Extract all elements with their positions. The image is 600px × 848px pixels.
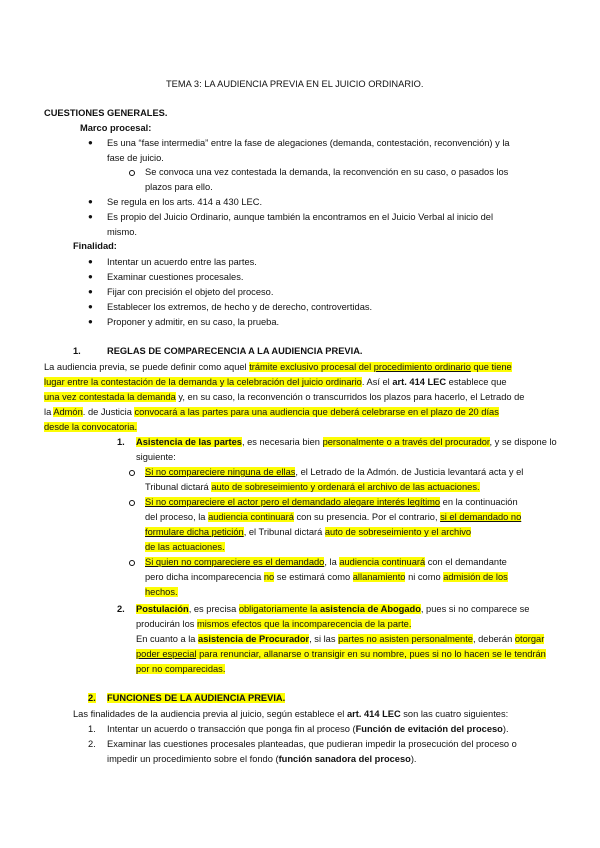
list-number: 2. — [88, 739, 96, 749]
asistencia-partes-line: siguiente: — [136, 452, 176, 462]
finalidad-item: Establecer los extremos, de hecho y de derecho, controvertidas. — [107, 302, 373, 312]
funcion-item-1: Intentar un acuerdo o transacción que ponga fin al proceso (Función de evitación del proceso). — [107, 724, 509, 734]
list-number: 2. — [117, 604, 125, 614]
postulacion-line: por no comparecidas. — [136, 664, 226, 674]
page-title: TEMA 3: LA AUDIENCIA PREVIA EN EL JUICIO ORDINARIO. — [166, 79, 424, 89]
marco-bullet-1-cont: fase de juicio. — [107, 153, 164, 163]
postulacion-line: Postulación, es precisa obligatoriamente la asistencia de Abogado, pues si no comparece se — [136, 604, 530, 614]
marco-sub-bullet-cont: plazos para ello. — [145, 182, 213, 192]
marco-procesal-label: Marco procesal: — [80, 123, 152, 133]
list-number: 1. — [117, 437, 125, 447]
reglas-intro-line: desde la convocatoria. — [44, 422, 138, 432]
bullet-dot-icon: ● — [88, 257, 93, 266]
marco-bullet-2: Se regula en los arts. 414 a 430 LEC. — [107, 197, 263, 207]
section-heading-general: CUESTIONES GENERALES. — [44, 108, 168, 118]
bullet-circle-icon — [129, 560, 135, 566]
marco-bullet-3-cont: mismo. — [107, 227, 137, 237]
sub-item-line: Tribunal dictará auto de sobreseimiento y ordenará el archivo de las actuaciones. — [145, 482, 480, 492]
bullet-dot-icon: ● — [88, 212, 93, 221]
bullet-circle-icon — [129, 500, 135, 506]
finalidad-item: Examinar cuestiones procesales. — [107, 272, 244, 282]
asistencia-partes-line: Asistencia de las partes, es necesaria bien personalmente o a través del procurador, y se dispone lo — [136, 437, 557, 447]
bullet-dot-icon: ● — [88, 317, 93, 326]
sub-item-line: del proceso, la audiencia continuará con su presencia. Por el contrario, si el demandado no — [145, 512, 522, 522]
marco-sub-bullet: Se convoca una vez contestada la demanda, la reconvención en su caso, o pasados los — [145, 167, 509, 177]
sub-item-line: de las actuaciones. — [145, 542, 225, 552]
bullet-circle-icon — [129, 170, 135, 176]
reglas-intro-line: una vez contestada la demanda y, en su caso, la reconvención o transcurridos los plazos para hacerlo, el Letrado de — [44, 392, 525, 402]
list-number: 1. — [88, 724, 96, 734]
section-heading-funciones: FUNCIONES DE LA AUDIENCIA PREVIA. — [107, 693, 286, 703]
finalidad-item: Intentar un acuerdo entre las partes. — [107, 257, 257, 267]
finalidad-label: Finalidad: — [73, 241, 117, 251]
sub-item-line: Si no compareciere el actor pero el demandado alegare interés legítimo en la continuación — [145, 497, 518, 507]
finalidad-item: Fijar con precisión el objeto del proceso. — [107, 287, 274, 297]
sub-item-line: pero dicha incomparecencia no se estimará como allanamiento ni como admisión de los — [145, 572, 508, 582]
bullet-dot-icon: ● — [88, 302, 93, 311]
bullet-dot-icon: ● — [88, 272, 93, 281]
sub-item-line: hechos. — [145, 587, 178, 597]
reglas-intro-line: la Admón. de Justicia convocará a las partes para una audiencia que deberá celebrarse en el plazo de 20 días — [44, 407, 499, 417]
marco-bullet-1: Es una “fase intermedia” entre la fase de alegaciones (demanda, contestación, reconvención) y la — [107, 138, 510, 148]
postulacion-line: producirán los mismos efectos que la incomparecencia de la parte. — [136, 619, 412, 629]
reglas-intro-line: La audiencia previa, se puede definir como aquel trámite exclusivo procesal del procedimiento ordinario que tiene — [44, 362, 512, 372]
finalidad-item: Proponer y admitir, en su caso, la prueba. — [107, 317, 280, 327]
funcion-item-2-cont: impedir un procedimiento sobre el fondo (función sanadora del proceso). — [107, 754, 417, 764]
sub-item-line: formulare dicha petición, el Tribunal dictará auto de sobreseimiento y el archivo — [145, 527, 472, 537]
section-number-2: 2. — [88, 693, 96, 703]
funcion-item-2: Examinar las cuestiones procesales planteadas, que pudieran impedir la prosecución del proceso o — [107, 739, 517, 749]
section-number-1: 1. — [73, 346, 81, 356]
section-heading-reglas: REGLAS DE COMPARECENCIA A LA AUDIENCIA PREVIA. — [107, 346, 363, 356]
bullet-dot-icon: ● — [88, 287, 93, 296]
sub-item-line: Si quien no compareciere es el demandado, la audiencia continuará con el demandante — [145, 557, 507, 567]
marco-bullet-3: Es propio del Juicio Ordinario, aunque también la encontramos en el Juicio Verbal al inicio del — [107, 212, 494, 222]
postulacion-line: poder especial para renunciar, allanarse o transigir en su nombre, pues si no lo hacen se le tendrán — [136, 649, 546, 659]
sub-item-line: Si no compareciere ninguna de ellas, el Letrado de la Admón. de Justicia levantará acta y el — [145, 467, 524, 477]
funciones-intro: Las finalidades de la audiencia previa al juicio, según establece el art. 414 LEC son las cuatro siguientes: — [73, 709, 509, 719]
bullet-dot-icon: ● — [88, 138, 93, 147]
reglas-intro-line: lugar entre la contestación de la demanda y la celebración del juicio ordinario. Así el art. 414 LEC establece que — [44, 377, 507, 387]
postulacion-line: En cuanto a la asistencia de Procurador, si las partes no asisten personalmente, deberán otorgar — [136, 634, 545, 644]
bullet-circle-icon — [129, 470, 135, 476]
bullet-dot-icon: ● — [88, 197, 93, 206]
